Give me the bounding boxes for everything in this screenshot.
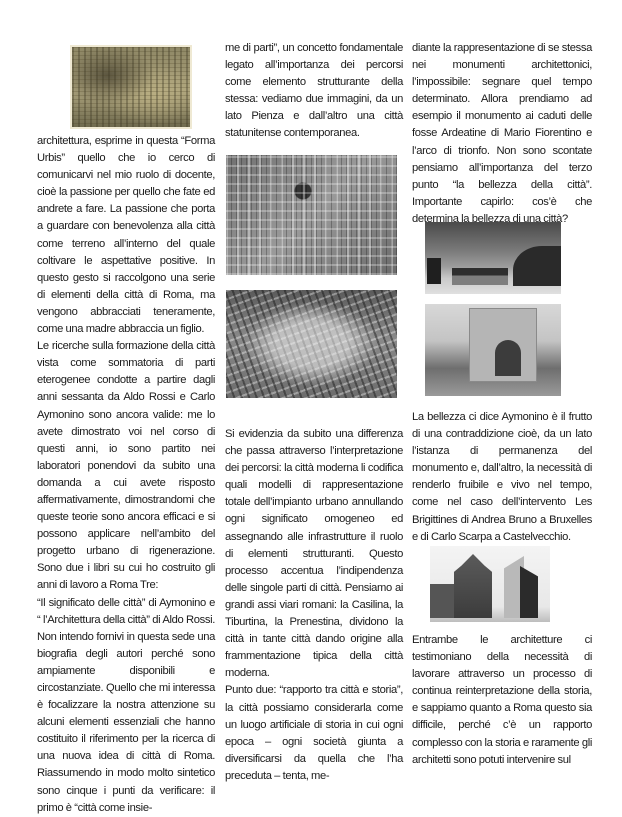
left-building-shape: [430, 584, 454, 618]
fosse-ardeatine-image: [425, 222, 561, 294]
paragraph: Si evidenzia da subito una differenza che passa attraverso l’interpretazione dei percorsi: la città moderna li codifica quali modelli di rappresentazione totale dell’impianto urbano annullando ogni significato omogeneo ed assegnando alle infrastrutture il ruolo di elementi strutturanti. Questo processo accentua l’indipendenza delle singole parti di città. Pensiamo ai grandi assi viari romani: la Casilina, la Tiburtina, la Prenestina, dividono la città in tante città dando origine alla frammentazione tipica della città moderna.: [225, 428, 403, 680]
paragraph: La bellezza ci dice Aymonino è il frutto di una contraddizione cioè, da un lato l’istanza di permanenza del monumento e, dall’altro, la necessità di renderlo fruibile e vivo nel tempo, come nel caso dell’intervento Les Brigittines di Andrea Bruno a Bruxelles e di Carlo Scarpa a Castelvecchio.: [412, 411, 592, 543]
aerial-pienza-image: [226, 290, 397, 398]
column-3-bottom: [412, 632, 592, 769]
paragraph: me di parti”, un concetto fondamentale legato all’importanza dei percorsi come elemento strutturante della stessa: vediamo due immagini, da un lato Pienza e dall’altro una città statunitense contemporanea.: [225, 42, 403, 140]
dark-volume-shape: [520, 566, 538, 618]
engraving-image: [70, 45, 192, 129]
column-3-top: [412, 40, 592, 228]
paragraph: architettura, esprime in questa “Forma Urbis” quello che io cerco di comunicarvi nel mio ruolo di docente, cioè la passione per quello che fate ed andrete a fare. La passione che porta a guardare con benevolenza alla città come terreno all’interno del quale coltivare le aspettative positive. In questo gesto si raccolgono una serie di elementi della città di Roma, ma vengono abbracciati teneramente, come una madre abbraccia un figlio.: [37, 135, 215, 336]
arch-of-titus-image: [425, 304, 561, 396]
paragraph: Punto due: “rapporto tra città e storia”, la città possiamo considerarla come un luogo artificiale di storia in cui ogni epoca – ogni società giunta a diversificarsi da quella che l’ha preceduta – tenta, me-: [225, 684, 403, 782]
paragraph: Le ricerche sulla formazione della città vista come sommatoria di parti eterogenee condotte a partire dagli anni sessanta da Aldo Rossi e Carlo Aymonino sono ancora valide: me lo avete dimostrato voi nel corso di questi anni, io sono partito nei laboratori ponendovi da subito una domanda a cui avete risposto affermativamente, dimostrandomi che queste teorie sono ancora efficaci e si possono applicare nell’ambito del progetto urbano di rigenerazione. Sono due i libri su cui ho costruito gli anni di lavoro a Roma Tre:: [37, 340, 215, 592]
tower-shape: [427, 258, 441, 284]
paragraph: diante la rappresentazione di se stessa nei monumenti architettonici, l’impossibile: segnare quel tempo determinato. Allora prendiamo ad esempio il monumento ai caduti delle fosse Ardeatine di Mario Fiorentino e l’arco di trionfo. Non sono scontate pensiamo all’importanza del terzo punto “la bellezza della città”. Importante capirlo: cos’è che determina la bellezza di una città?: [412, 42, 592, 225]
column-2-top: [225, 40, 403, 143]
column-1: [37, 133, 215, 817]
monument-shape: [452, 268, 508, 285]
column-3-middle: [412, 409, 592, 546]
arch-opening-shape: [495, 340, 521, 376]
church-facade-shape: [454, 554, 492, 618]
les-brigittines-image: [430, 546, 550, 622]
column-2-bottom: [225, 426, 403, 785]
aerial-grid-city-image: [226, 155, 397, 275]
paragraph: Entrambe le architetture ci testimoniano della necessità di lavorare attraverso un processo di continua reinterpretazione della storia, e sappiamo quanto a Roma questo sia difficile, perché c’è un rapporto complesso con la storia e raramente gli architetti sono potuti intervenire sul: [412, 634, 592, 766]
paragraph: “Il significato delle città” di Aymonino e “ l’Architettura della città” di Aldo Rossi. Non intendo fornivi in questa sede una biografia degli autori perché sono ampiamente disponibili e circostanziate. Quello che mi interessa è focalizzare la nostra attenzione su alcuni elementi essenziali che hanno costituito il riferimento per la ricerca di una nuova idea di città di Roma. Riassumendo in modo molto sintetico sono cinque i punti da verificare: il primo è “città come insie-: [37, 596, 215, 814]
rock-shape: [513, 246, 561, 286]
